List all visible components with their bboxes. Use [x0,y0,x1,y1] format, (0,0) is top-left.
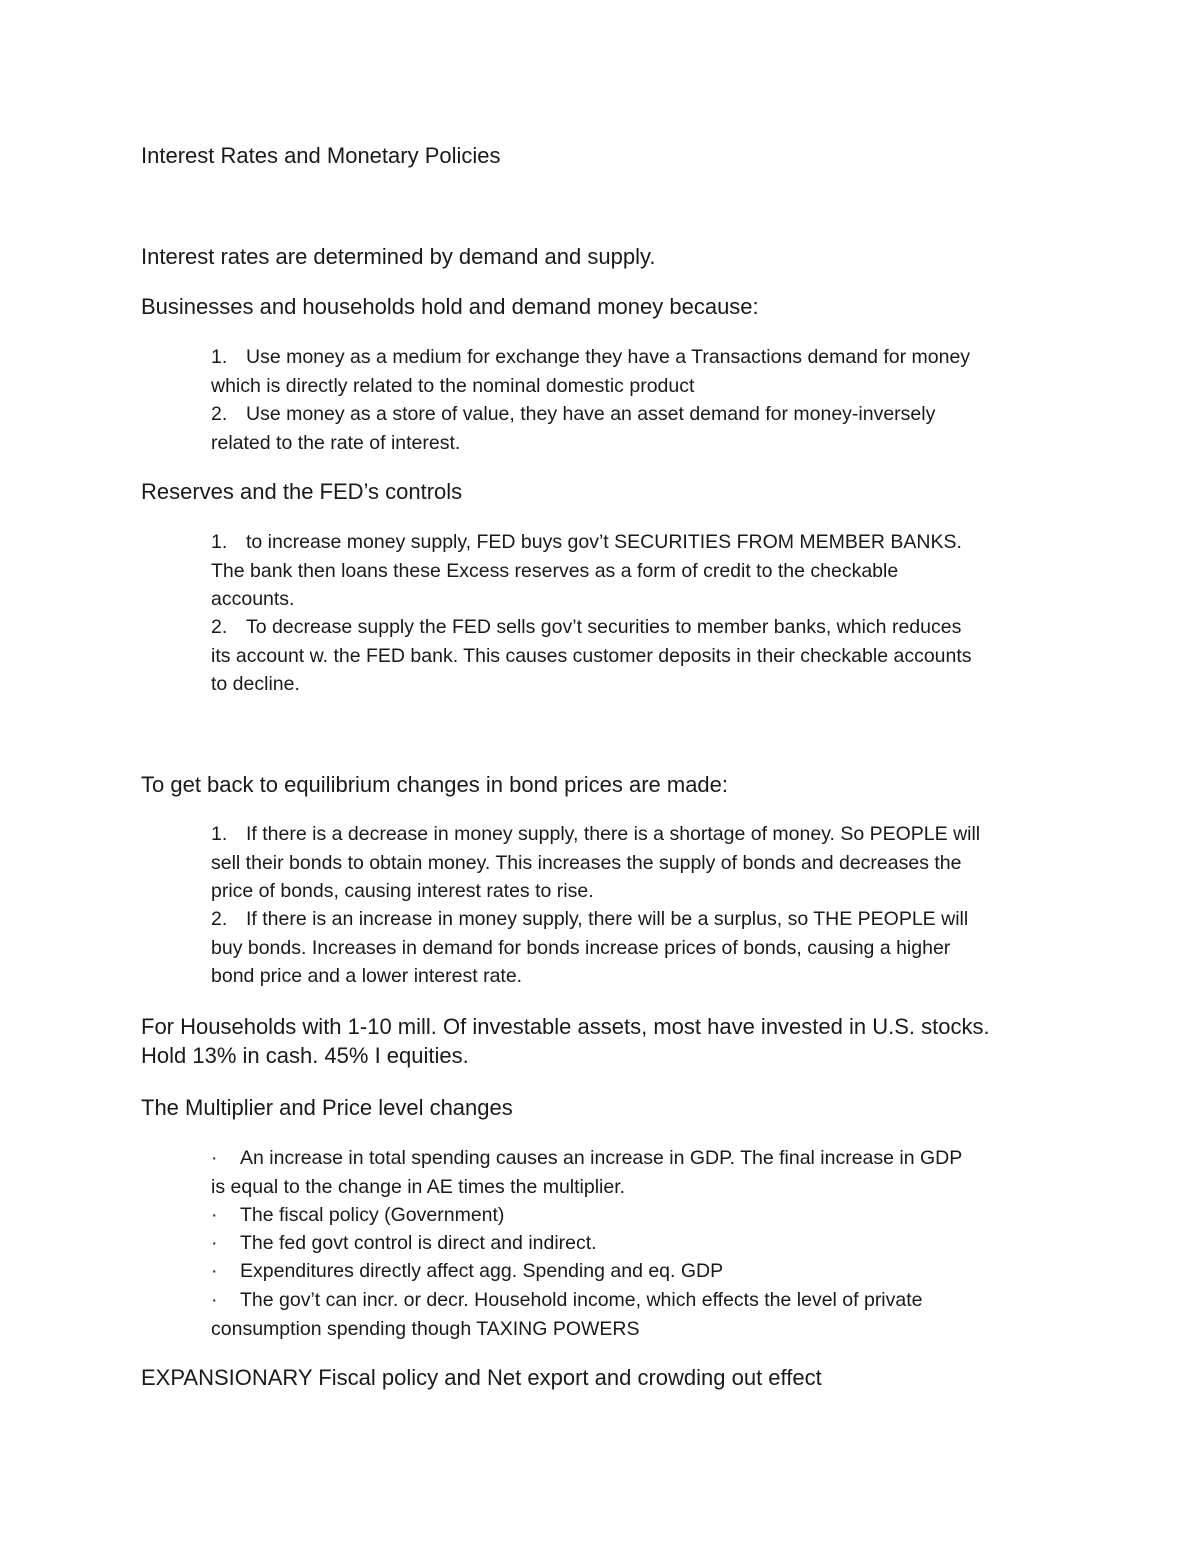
list-item: 1. to increase money supply, FED buys gov’t SECURITIES FROM MEMBER BANKS. The bank then loans these Excess reserves as a form of credit to the checkable accounts. [211,528,1091,614]
list-item: · The fiscal policy (Government) [211,1201,1091,1230]
section-heading-reserves: Reserves and the FED’s controls [141,479,463,504]
list-marker: 1. [211,823,228,845]
list-item: · Expenditures directly affect agg. Spending and eq. GDP [211,1257,1091,1286]
section-heading-expansionary: EXPANSIONARY Fiscal policy and Net export and crowding out effect [141,1365,822,1390]
list-item: 2. To decrease supply the FED sells gov’t securities to member banks, which reduces its account w. the FED bank. This causes customer deposits in their checkable accounts to decline. [211,613,1091,699]
list-marker: 1. [211,346,228,368]
list-marker: 1. [211,531,228,553]
list-item: · The gov’t can incr. or decr. Household income, which effects the level of private consumption spending though TAXING POWERS [211,1286,1091,1343]
list-item: · The fed govt control is direct and indirect. [211,1229,1091,1258]
bullet-marker: · [211,1260,218,1282]
bullet-marker: · [211,1232,218,1254]
list-item: · An increase in total spending causes an increase in GDP. The final increase in GDP is equal to the change in AE times the multiplier. [211,1144,1091,1201]
list-marker: 2. [211,908,228,930]
document-title: Interest Rates and Monetary Policies [141,143,501,168]
bullet-marker: · [211,1147,218,1169]
list-item: 2. If there is an increase in money supply, there will be a surplus, so THE PEOPLE will buy bonds. Increases in demand for bonds increase prices of bonds, causing a higher bond price and a lower interest rate. [211,905,1091,991]
list-item: 2. Use money as a store of value, they have an asset demand for money-inversely related to the rate of interest. [211,400,1091,457]
section-heading-multiplier: The Multiplier and Price level changes [141,1095,513,1120]
paragraph-households-line-2: Hold 13% in cash. 45% I equities. [141,1043,469,1068]
bullet-marker: · [211,1289,218,1311]
section-heading-equilibrium: To get back to equilibrium changes in bond prices are made: [141,772,729,797]
list-item: 1. If there is a decrease in money supply, there is a shortage of money. So PEOPLE will sell their bonds to obtain money. This increases the supply of bonds and decreases the price of bonds, causing interest rates to rise. [211,820,1091,906]
paragraph-households-line-1: For Households with 1-10 mill. Of investable assets, most have invested in U.S. stocks. [141,1014,990,1039]
list-marker: 2. [211,403,228,425]
paragraph-businesses: Businesses and households hold and demand money because: [141,294,759,319]
paragraph-interest-rates: Interest rates are determined by demand and supply. [141,244,656,269]
bullet-marker: · [211,1204,218,1226]
list-marker: 2. [211,616,228,638]
list-item: 1. Use money as a medium for exchange they have a Transactions demand for money which is directly related to the nominal domestic product [211,343,1091,400]
